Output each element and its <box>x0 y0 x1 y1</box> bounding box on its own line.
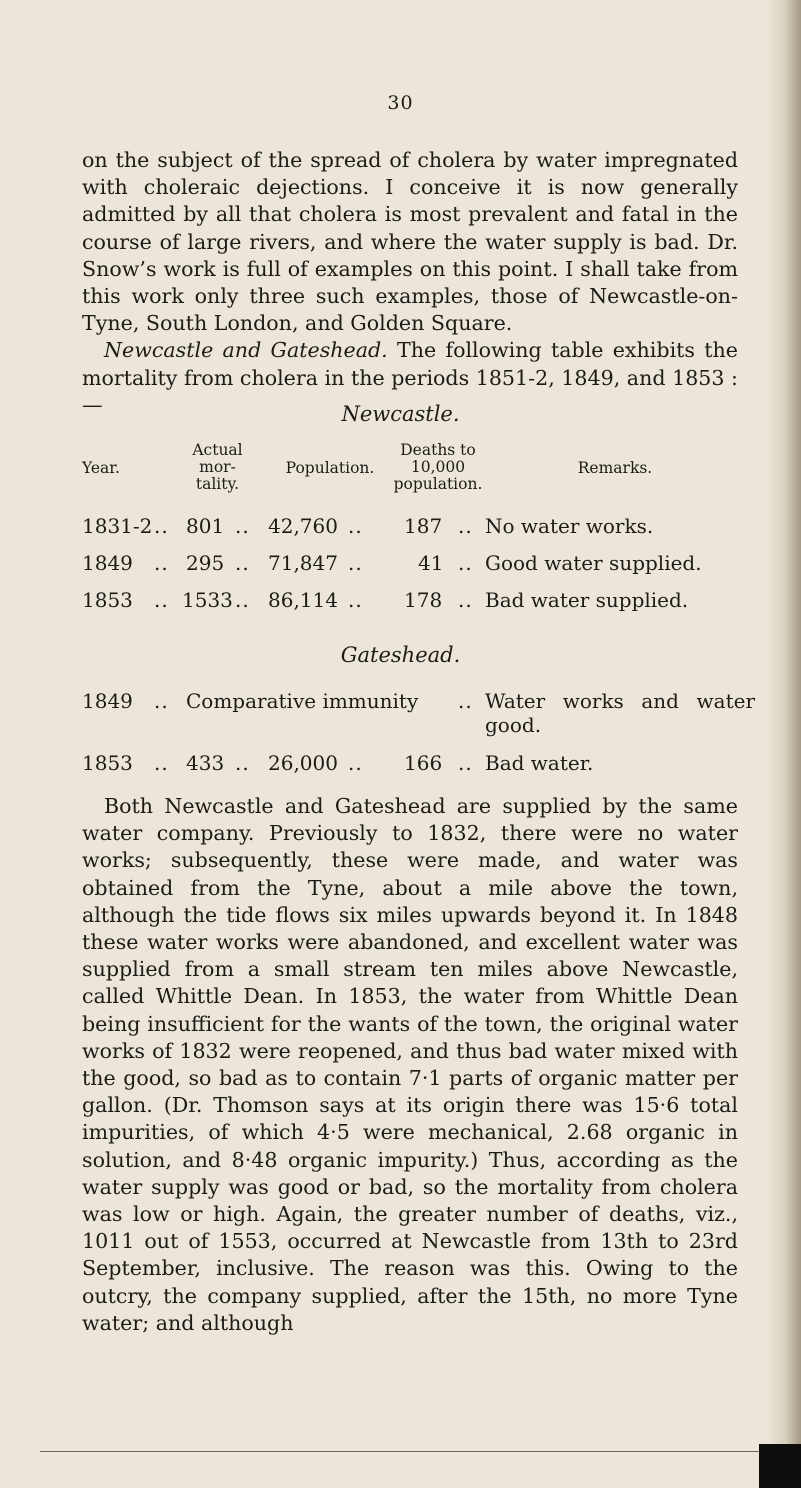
closing-text <box>82 793 738 1337</box>
leader-dots: .. <box>235 514 250 538</box>
leader-dots: .. <box>348 588 363 612</box>
leader-dots: .. <box>348 514 363 538</box>
leader-dots: .. <box>348 751 363 775</box>
page-number: 30 <box>387 92 414 114</box>
cell-remarks: Bad water supplied. <box>485 588 689 612</box>
cell-remarks: Good water supplied. <box>485 551 702 575</box>
leader-dots: .. <box>235 551 250 575</box>
table-title-gateshead: Gateshead. <box>340 643 461 667</box>
cell-population: 71,847 <box>268 551 338 575</box>
leader-dots: .. <box>458 689 473 713</box>
cell-year: 1849 <box>82 689 133 713</box>
leader-dots: .. <box>458 551 473 575</box>
cell-year: 1831-2 <box>82 514 153 538</box>
cell-remarks: Bad water. <box>485 751 594 775</box>
column-header-mortality: Actual mor- tality. <box>192 441 243 493</box>
scan-corner-mark <box>759 1444 801 1488</box>
column-header-year: Year. <box>82 459 120 477</box>
leader-dots: .. <box>235 751 250 775</box>
cell-mortality: 433 <box>186 751 225 775</box>
leader-dots: .. <box>154 514 169 538</box>
column-header-remarks: Remarks. <box>577 459 653 477</box>
cell-remarks: Water works and water good. <box>485 689 755 737</box>
leader-dots: .. <box>154 689 169 713</box>
section-heading: Newcastle and Gateshead. <box>104 338 388 363</box>
cell-mortality: 1533 <box>182 588 233 612</box>
cell-mortality: 295 <box>186 551 225 575</box>
scan-edge-line <box>40 1451 780 1452</box>
column-header-deaths: Deaths to 10,000 population. <box>393 441 483 493</box>
cell-year: 1849 <box>82 551 133 575</box>
cell-comparative: Comparative immunity <box>186 689 419 713</box>
leader-dots: .. <box>458 588 473 612</box>
cell-year: 1853 <box>82 588 133 612</box>
page-edge-shadow <box>767 0 801 1488</box>
cell-population: 42,760 <box>268 514 338 538</box>
cell-deaths: 41 <box>418 551 444 575</box>
leader-dots: .. <box>458 751 473 775</box>
leader-dots: .. <box>348 551 363 575</box>
leader-dots: .. <box>154 588 169 612</box>
cell-deaths: 166 <box>404 751 443 775</box>
leader-dots: .. <box>154 751 169 775</box>
cell-year: 1853 <box>82 751 133 775</box>
leader-dots: .. <box>458 514 473 538</box>
intro-text <box>82 147 738 419</box>
cell-deaths: 178 <box>404 588 443 612</box>
table-title-newcastle: Newcastle. <box>341 402 460 426</box>
column-header-population: Population. <box>285 459 375 477</box>
cell-mortality: 801 <box>186 514 225 538</box>
intro-paragraph: on the subject of the spread of cholera by water impregnated with choleraic dejections. I conceive it is now generally admitted by all that cholera is most prevalent and fatal in the course of large rivers, and where the water supply is bad. Dr. Snow’s work is full of examples on this point. I shall take from this work only three such examples, those of Newcastle-on-Tyne, South London, and Golden Square. <box>82 148 738 336</box>
cell-deaths: 187 <box>404 514 443 538</box>
cell-population: 86,114 <box>268 588 338 612</box>
leader-dots: .. <box>235 588 250 612</box>
section-intro-text: The following table exhibits the mortality from cholera in the periods 1851-2, 1849, and 1853 :— <box>82 338 738 417</box>
closing-paragraph: Both Newcastle and Gateshead are supplied by the same water company. Previously to 1832, there were no water works; subsequently, these were made, and water was obtained from the Tyne, about a mile above the town, although the tide flows six miles upwards beyond it. In 1848 these water works were abandoned, and excellent water was supplied from a small stream ten miles above Newcastle, called Whittle Dean. In 1853, the water from Whittle Dean being insufficient for the wants of the town, the original water works of 1832 were reopened, and thus bad water mixed with the good, so bad as to contain 7·1 parts of organic matter per gallon. (Dr. Thomson says at its origin there was 15·6 total impurities, of which 4·5 were mechanical, 2.68 organic in solution, and 8·48 organic impurity.) Thus, according as the water supply was good or bad, so the mortality from cholera was low or high. Again, the greater number of deaths, viz., 1011 out of 1553, occurred at Newcastle from 13th to 23rd September, inclusive. The reason was this. Owing to the outcry, the company supplied, after the 15th, no more Tyne water; and although <box>82 794 738 1335</box>
leader-dots: .. <box>154 551 169 575</box>
cell-remarks: No water works. <box>485 514 654 538</box>
cell-population: 26,000 <box>268 751 338 775</box>
